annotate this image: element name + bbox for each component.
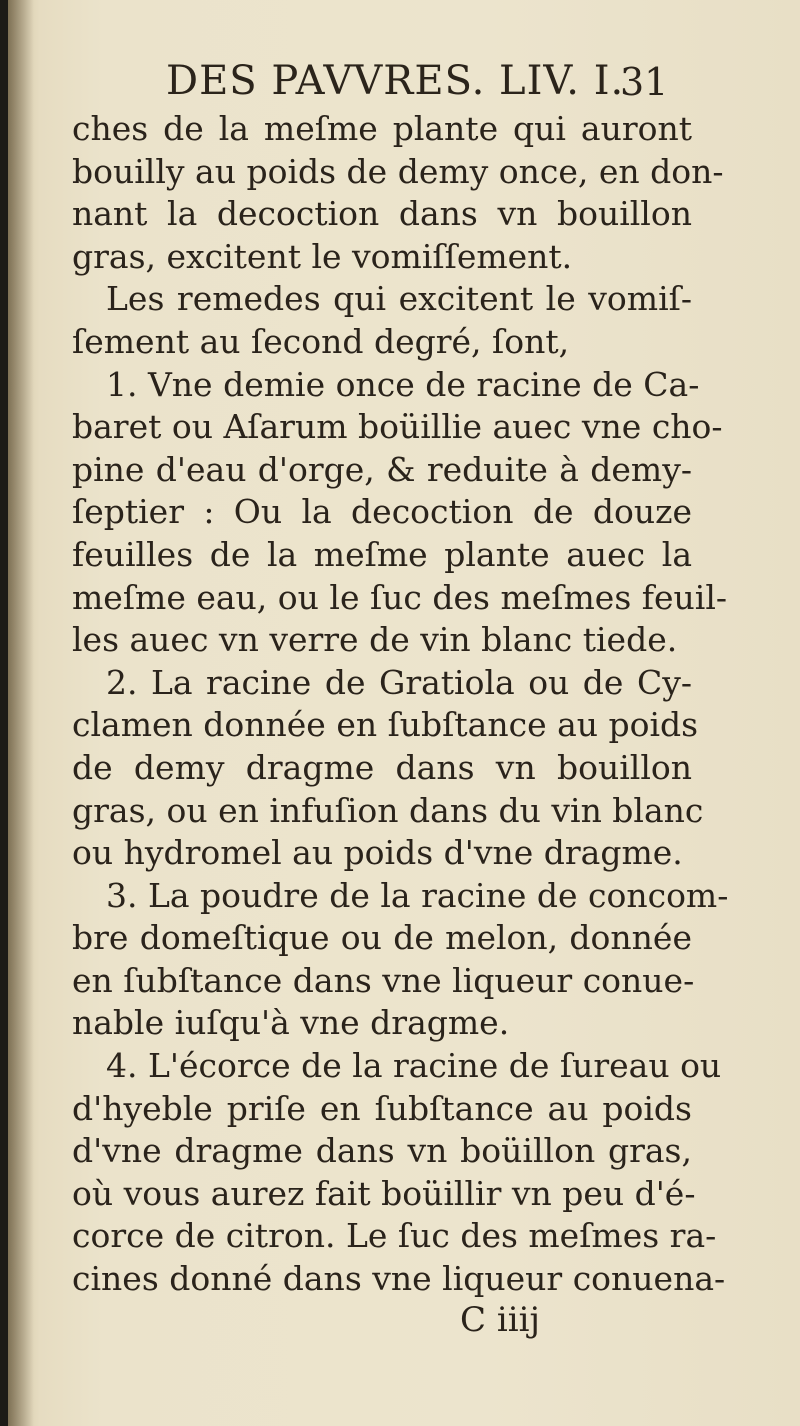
text-line: 4. L'écorce de la racine de ſureau ou <box>106 1046 722 1086</box>
text-line: 3. La poudre de la racine de concom- <box>106 875 729 915</box>
text-line: d'vne dragme dans vn boüillon gras, <box>72 1131 692 1171</box>
text-line: meſme eau, ou le ſuc des meſmes feuil- <box>72 577 728 617</box>
page-number: 31 <box>620 60 669 104</box>
text-line: les auec vn verre de vin blanc tiede. <box>72 620 678 660</box>
text-line: ſement au ſecond degré, ſont, <box>72 321 570 361</box>
body-text <box>72 108 729 1301</box>
running-head-title: DES PAVVRES. LIV. I. <box>166 58 625 104</box>
spine-shadow <box>8 0 34 1426</box>
text-line: d'hyeble priſe en ſubſtance au poids <box>72 1088 692 1128</box>
text-line: 1. Vne demie once de racine de Ca- <box>106 364 700 404</box>
text-line: clamen donnée en ſubſtance au poids <box>72 705 699 745</box>
text-line: pine d'eau d'orge, & reduite à demy- <box>72 449 692 489</box>
text-line: bouilly au poids de demy once, en don- <box>72 151 724 191</box>
text-line: baret ou Aſarum boüillie auec vne cho- <box>72 407 723 447</box>
signature-mark: C iiij <box>460 1300 540 1340</box>
text-line: 2. La racine de Gratiola ou de Cy- <box>106 662 692 702</box>
text-line: bre domeſtique ou de melon, donnée <box>72 918 692 958</box>
text-line: corce de citron. Le ſuc des meſmes ra- <box>72 1216 717 1256</box>
text-line: ou hydromel au poids d'vne dragme. <box>72 833 683 873</box>
text-line: de demy dragme dans vn bouillon <box>72 747 692 787</box>
text-line: nant la decoction dans vn bouillon <box>72 194 692 234</box>
text-line: en ſubſtance dans vne liqueur conue- <box>72 960 695 1000</box>
book-page <box>8 0 800 1426</box>
text-line: ſeptier : Ou la decoction de douze <box>72 492 692 532</box>
text-line: ches de la meſme plante qui auront <box>72 109 692 148</box>
text-line: feuilles de la meſme plante auec la <box>72 534 692 574</box>
text-line: cines donné dans vne liqueur conuena- <box>72 1259 726 1299</box>
text-line: nable iuſqu'à vne dragme. <box>72 1003 510 1043</box>
running-head <box>8 52 800 112</box>
text-line: Les remedes qui excitent le vomiſ- <box>106 279 692 319</box>
text-line: gras, excitent le vomiſſement. <box>72 236 573 276</box>
text-line: gras, ou en infuſion dans du vin blanc <box>72 790 704 830</box>
text-line: où vous aurez fait boüillir vn peu d'é- <box>72 1173 696 1213</box>
